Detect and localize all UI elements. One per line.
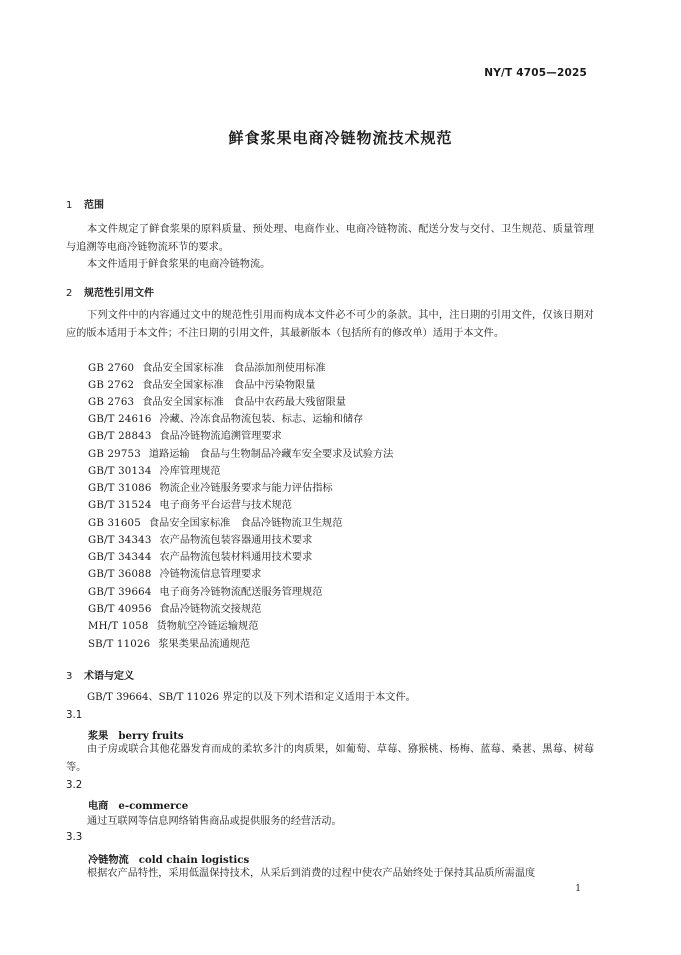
term-en: cold chain logistics	[138, 854, 250, 866]
section-1-heading	[66, 196, 104, 211]
reference-name: 食品安全国家标准 食品中农药最大残留限量	[142, 397, 346, 408]
reference-item	[88, 549, 312, 566]
reference-code: GB/T 40956	[88, 604, 152, 615]
section-2-heading	[66, 284, 154, 299]
reference-name: 食品安全国家标准 食品添加剂使用标准	[142, 363, 326, 374]
section-2-intro: 下列文件中的内容通过文中的规范性引用而构成本文件必不可少的条款。其中，注日期的引用文件，仅该日期对应的版本适用于本文件；不注日期的引用文件，其最新版本（包括所有的修改单）适用于本文件。	[66, 310, 594, 339]
term-zh: 电商	[88, 801, 109, 812]
reference-code: GB/T 39664	[88, 587, 152, 598]
reference-item	[88, 636, 250, 653]
reference-name: 道路运输 食品与生物制品冷藏车安全要求及试验方法	[148, 449, 394, 460]
reference-code: GB/T 34343	[88, 535, 152, 546]
term-entry	[88, 727, 184, 742]
reference-code: GB/T 28843	[88, 431, 152, 442]
term-entry	[88, 797, 188, 812]
reference-code: GB/T 24616	[88, 414, 152, 425]
term-entry	[88, 851, 249, 866]
reference-item	[88, 394, 346, 411]
clause-number: 3.1	[66, 710, 83, 721]
reference-name: 冷链物流信息管理要求	[159, 569, 262, 580]
reference-name: 电子商务平台运营与技术规范	[159, 500, 292, 511]
reference-name: 食品安全国家标准 食品中污染物限量	[142, 380, 316, 391]
reference-code: GB/T 30134	[88, 466, 152, 477]
reference-item	[88, 428, 282, 445]
reference-code: GB 31605	[88, 518, 141, 529]
document-title: 鲜食浆果电商冷链物流技术规范	[228, 129, 453, 147]
reference-item	[88, 446, 393, 463]
reference-name: 电子商务冷链物流配送服务管理规范	[159, 587, 323, 598]
section-number: 2	[66, 288, 73, 299]
reference-name: 冷藏、冷冻食品物流包装、标志、运输和储存	[159, 414, 364, 425]
reference-name: 食品冷链物流交接规范	[159, 604, 262, 615]
section-1-paragraph: 本文件规定了鲜食浆果的原料质量、预处理、电商作业、电商冷链物流、配送分发与交付、卫生规范、质量管理与追溯等电商冷链物流环节的要求。	[66, 224, 594, 253]
section-number: 1	[66, 200, 73, 211]
reference-name: 食品冷链物流追溯管理要求	[159, 431, 282, 442]
section-3-intro: GB/T 39664、SB/T 11026 界定的以及下列术语和定义适用于本文件。	[87, 692, 416, 703]
reference-item	[88, 377, 315, 394]
term-zh: 浆果	[88, 731, 109, 742]
page-number: 1	[575, 884, 581, 894]
reference-item	[88, 618, 258, 635]
reference-code: SB/T 11026	[88, 639, 151, 650]
section-1-paragraph: 本文件适用于鲜食浆果的电商冷链物流。	[87, 259, 271, 270]
reference-code: GB/T 36088	[88, 569, 152, 580]
reference-code: GB 2762	[88, 380, 135, 391]
term-en: berry fruits	[118, 730, 184, 742]
reference-item	[88, 411, 363, 428]
term-zh: 冷链物流	[88, 855, 129, 866]
reference-name: 农产品物流包装材料通用技术要求	[159, 552, 313, 563]
standard-code: NY/T 4705—2025	[484, 67, 587, 79]
reference-item	[88, 360, 326, 377]
reference-code: GB/T 31086	[88, 483, 152, 494]
term-definition: 根据农产品特性，采用低温保持技术，从采后到消费的过程中使农产品始终处于保持其品质所需温度	[87, 868, 536, 879]
clause-number: 3.2	[66, 780, 83, 791]
reference-item	[88, 584, 323, 601]
reference-item	[88, 532, 312, 549]
reference-name: 物流企业冷链服务要求与能力评估指标	[159, 483, 333, 494]
term-definition: 通过互联网等信息网络销售商品或提供服务的经营活动。	[87, 816, 342, 827]
reference-code: MH/T 1058	[88, 621, 149, 632]
reference-name: 食品安全国家标准 食品冷链物流卫生规范	[148, 518, 343, 529]
section-title: 范围	[84, 200, 104, 211]
reference-name: 农产品物流包装容器通用技术要求	[159, 535, 313, 546]
section-title: 规范性引用文件	[84, 288, 154, 299]
reference-code: GB/T 34344	[88, 552, 152, 563]
reference-item	[88, 480, 333, 497]
reference-name: 货物航空冷链运输规范	[156, 621, 259, 632]
reference-item	[88, 463, 221, 480]
reference-item	[88, 515, 342, 532]
reference-code: GB/T 31524	[88, 500, 152, 511]
section-3-heading	[66, 667, 134, 682]
term-definition: 由子房或联合其他花器发育而成的柔软多汁的肉质果，如葡萄、草莓、猕猴桃、杨梅、蓝莓、桑葚、黑莓、树莓等。	[66, 744, 594, 773]
clause-number: 3.3	[66, 832, 83, 843]
section-title: 术语与定义	[84, 671, 134, 682]
reference-item	[88, 497, 292, 514]
reference-name: 冷库管理规范	[159, 466, 221, 477]
reference-code: GB 29753	[88, 449, 141, 460]
reference-item	[88, 566, 261, 583]
reference-code: GB 2760	[88, 363, 135, 374]
reference-name: 浆果类果品流通规范	[158, 639, 251, 650]
section-number: 3	[66, 671, 73, 682]
reference-code: GB 2763	[88, 397, 135, 408]
term-en: e-commerce	[118, 800, 189, 812]
reference-item	[88, 601, 261, 618]
